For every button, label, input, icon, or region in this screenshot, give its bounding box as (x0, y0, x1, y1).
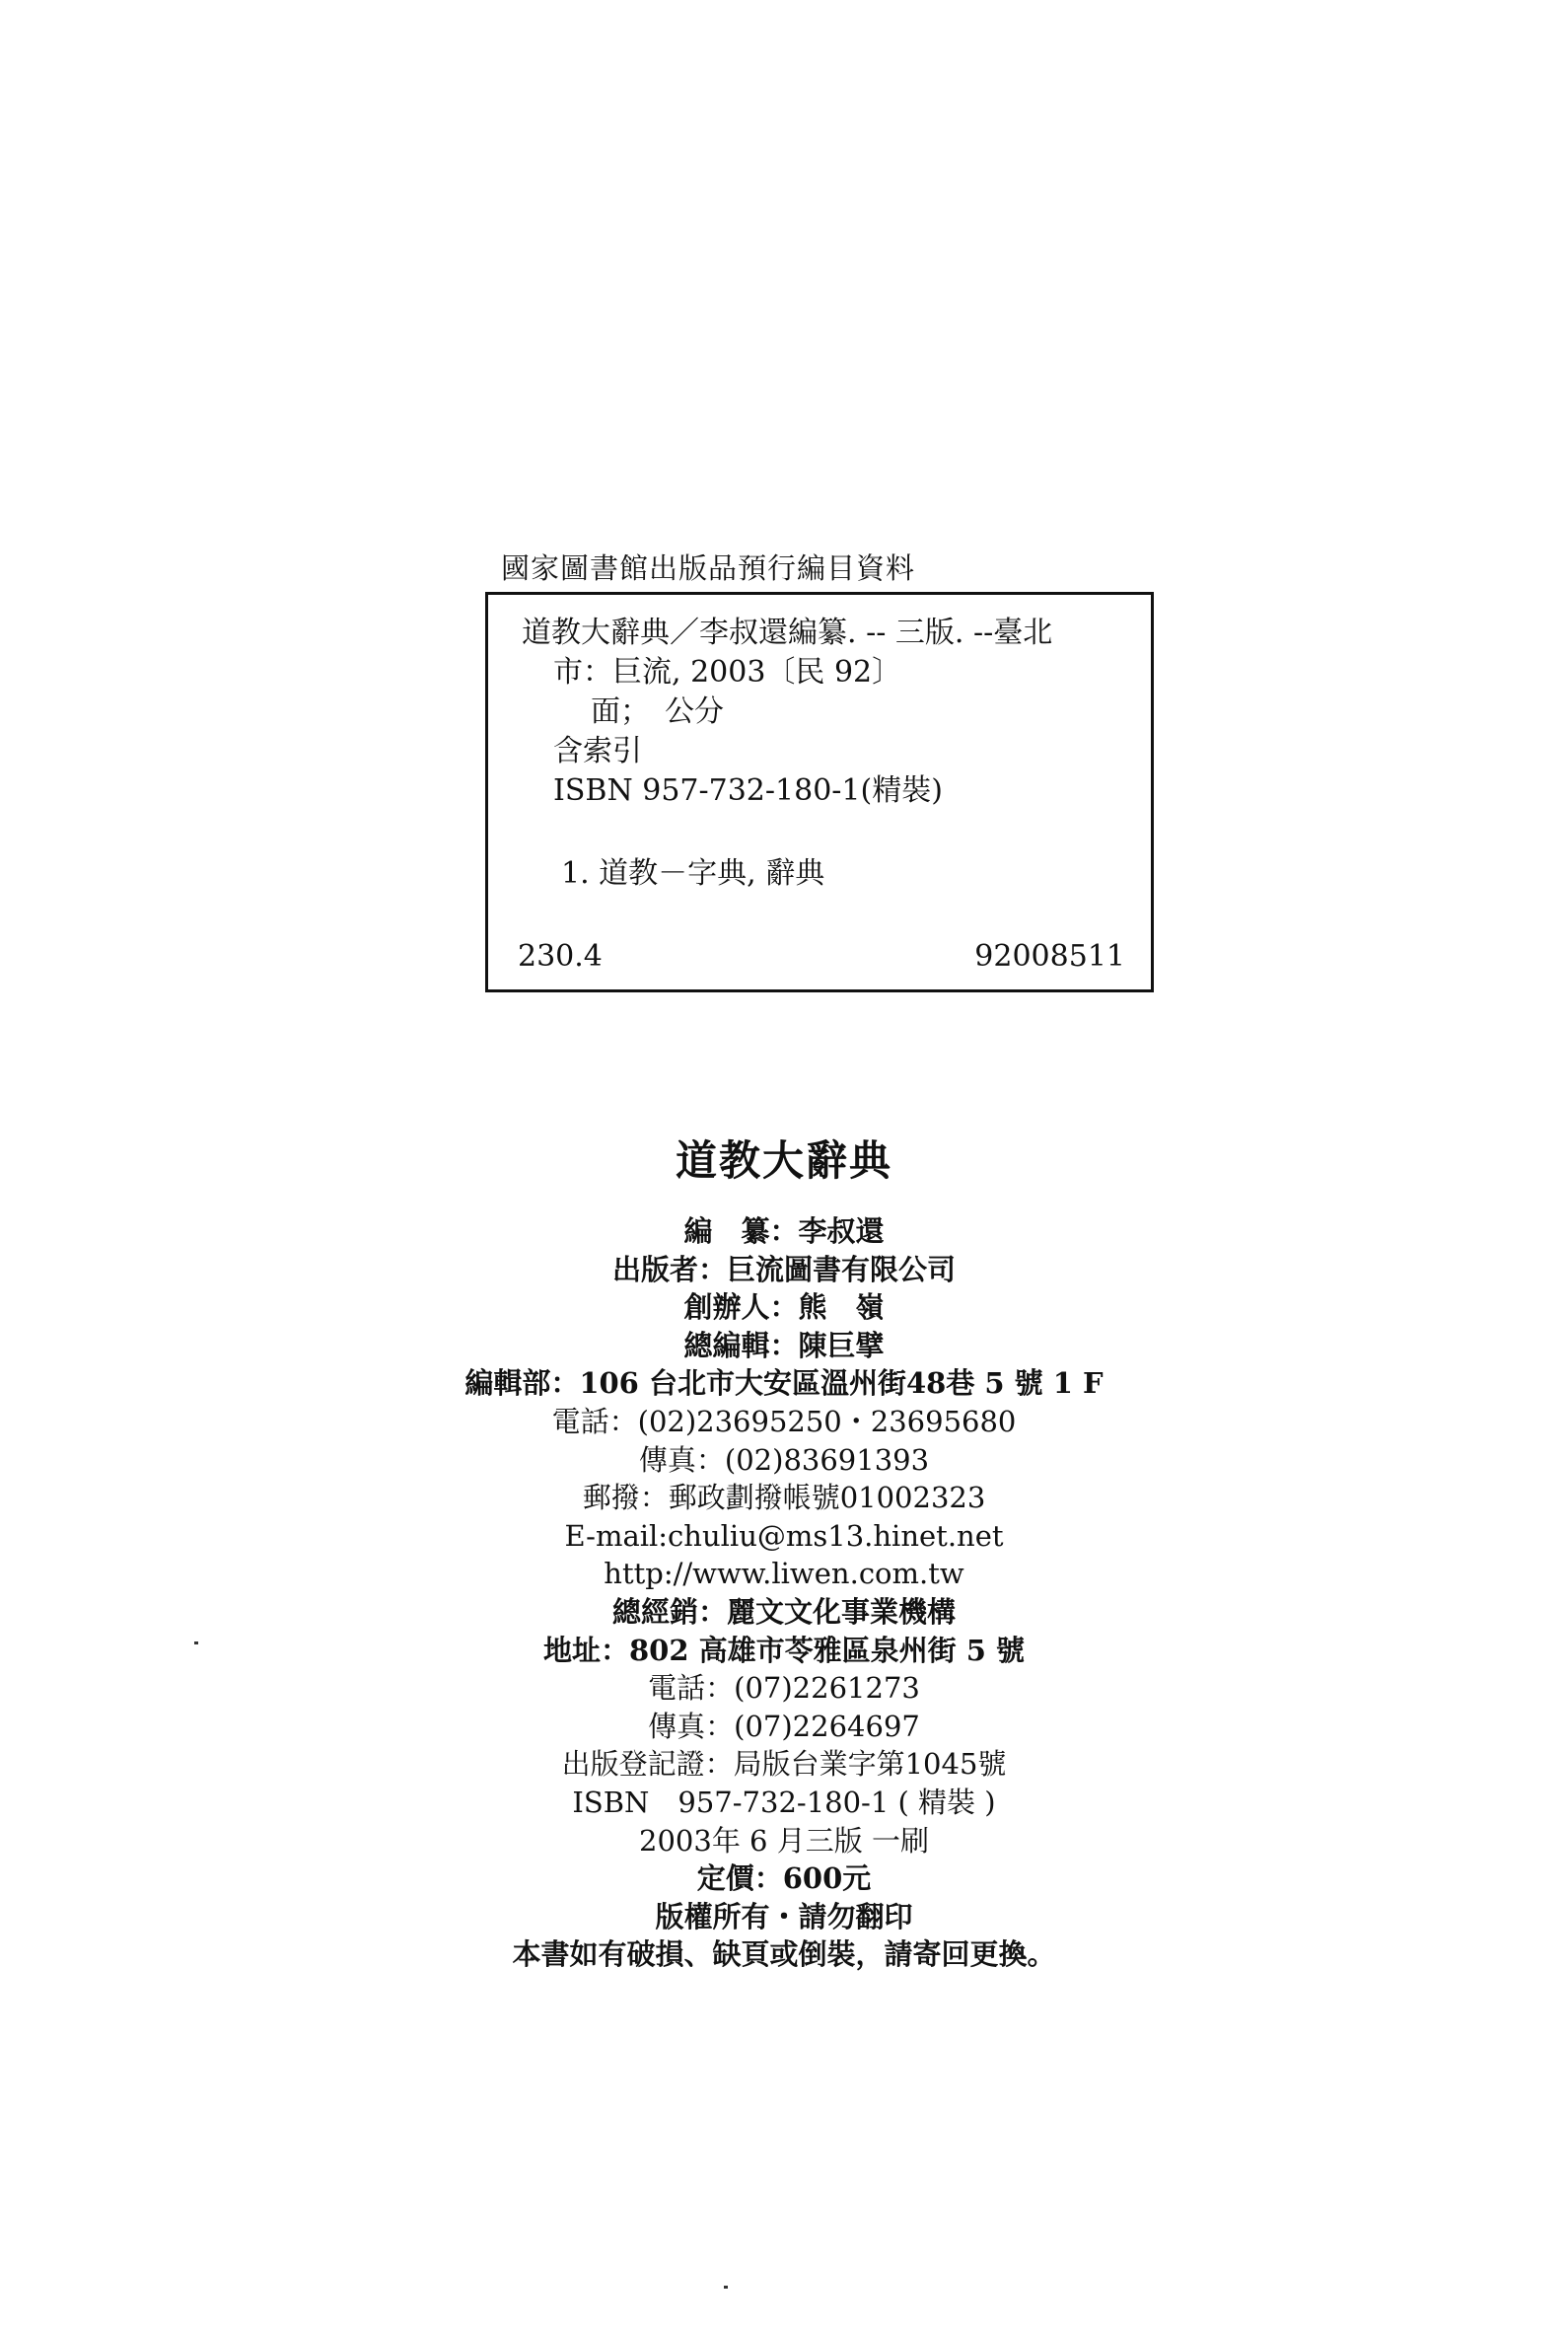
cip-record-number: 92008511 (974, 939, 1125, 974)
colophon-line-isbn: ISBN 957-732-180-1 ( 精裝 ) (572, 1785, 996, 1819)
book-title: 道教大辭典 (675, 1136, 892, 1185)
colophon-line-price: 定價：600元 (696, 1861, 872, 1896)
colophon-line-editorial-address: 編輯部：106 台北市大安區溫州街48巷 5 號 1 F (464, 1366, 1104, 1401)
colophon-line-email: E-mail:chuliu@ms13.hinet.net (564, 1518, 1004, 1553)
cip-subject-line: 1. 道教－字典, 辭典 (561, 856, 825, 891)
colophon-line-founder: 創辦人：熊 嶺 (683, 1290, 885, 1325)
cip-pages-line: 面； 公分 (591, 694, 724, 729)
cip-publisher-line: 市：巨流, 2003〔民 92〕 (553, 655, 902, 690)
colophon-line-distributor-address: 地址：802 高雄市苓雅區泉州街 5 號 (542, 1633, 1025, 1667)
colophon-line-fax: 傳真：(02)83691393 (638, 1442, 930, 1477)
cip-index-line: 含索引 (553, 734, 642, 768)
colophon-line-notice: 本書如有破損、缺頁或倒裝，請寄回更換。 (512, 1937, 1056, 1972)
colophon-line-copyright: 版權所有・請勿翻印 (655, 1899, 913, 1933)
cip-class-number: 230.4 (518, 939, 603, 974)
colophon (0, 1212, 1568, 1974)
scan-speck (194, 1641, 198, 1644)
colophon-line-distributor-fax: 傳真：(07)2264697 (648, 1709, 920, 1743)
colophon-line-distributor-phone: 電話：(07)2261273 (648, 1671, 920, 1706)
colophon-line-distributor: 總經銷：麗文文化事業機構 (611, 1594, 956, 1629)
colophon-line-website: http://www.liwen.com.tw (604, 1557, 964, 1591)
colophon-line-postal-transfer: 郵撥：郵政劃撥帳號01002323 (582, 1481, 986, 1515)
colophon-line-publisher: 出版者：巨流圖書有限公司 (611, 1252, 956, 1286)
colophon-line-registration: 出版登記證：局版台業字第1045號 (561, 1747, 1007, 1782)
colophon-line-phone: 電話：(02)23695250・23695680 (551, 1404, 1017, 1438)
cip-title-line: 道教大辭典／李叔還編纂. -- 三版. --臺北 (522, 616, 1053, 650)
scan-speck (724, 2286, 728, 2289)
colophon-line-edition: 2003年 6 月三版 一刷 (639, 1823, 929, 1858)
cip-record-box (485, 592, 1154, 992)
colophon-line-editor: 編 纂：李叔還 (683, 1214, 885, 1248)
colophon-line-chief-editor: 總編輯：陳巨擘 (683, 1328, 885, 1362)
cip-isbn-line: ISBN 957-732-180-1(精裝) (553, 773, 943, 808)
cip-header: 國家圖書館出版品預行編目資料 (501, 551, 916, 585)
